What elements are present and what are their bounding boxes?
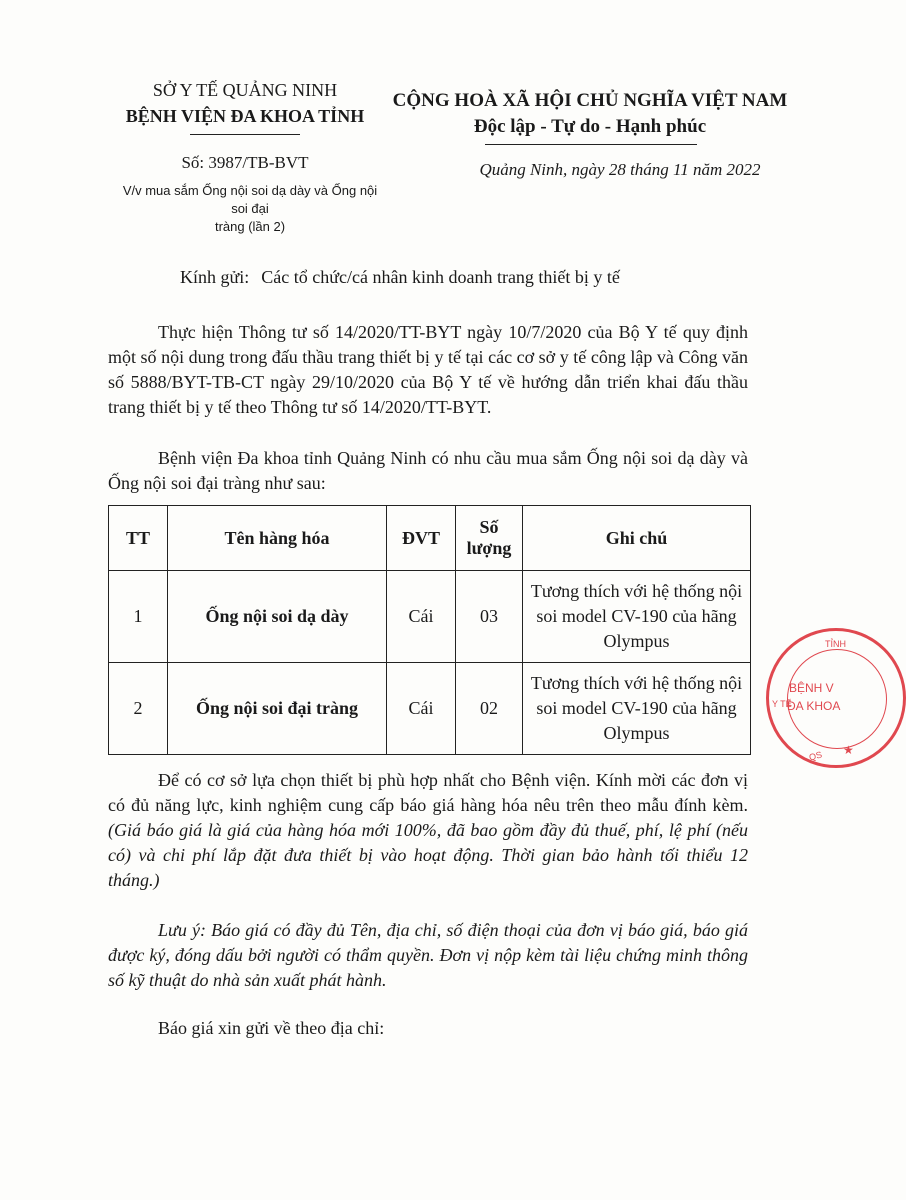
note-line: soi model CV-190 của hãng [536, 606, 737, 626]
note-line: Tương thích với hệ thống nội [530, 581, 743, 601]
note-line: soi model CV-190 của hãng [536, 698, 737, 718]
header-unit: ĐVT [387, 506, 456, 571]
table-row [109, 571, 751, 663]
paragraph-procurement-need [108, 446, 748, 496]
national-motto: Độc lập - Tự do - Hạnh phúc [473, 116, 707, 137]
paragraph-invitation-terms: (Giá báo giá là giá của hàng hóa mới 100%, đã bao gồm đầy đủ thuế, phí, lệ phí (nếu có) và chi phí lắp đặt đưa thiết bị vào hoạt động. Thời gian bảo hành tối thiểu 12 tháng.) [108, 820, 748, 890]
seal-text-left: Y TẾ [772, 699, 792, 709]
cell-qty: 03 [456, 571, 523, 663]
issuing-hospital: BỆNH VIỆN ĐA KHOA TỈNH [125, 106, 365, 126]
cell-note [523, 571, 751, 663]
seal-text-bottom: QS [807, 749, 824, 763]
subject-line-1: V/v mua sắm Ống nội soi dạ dày và Ống nội soi đại [122, 183, 378, 216]
table-row [109, 663, 751, 755]
note-line: Tương thích với hệ thống nội [530, 673, 743, 693]
greeting-recipient: Các tổ chức/cá nhân kinh doanh trang thiết bị y tế [261, 267, 620, 287]
subject-line-2: tràng (lần 2) [214, 219, 286, 234]
cell-qty: 02 [456, 663, 523, 755]
paragraph-address [108, 1016, 748, 1041]
items-table [108, 505, 751, 755]
header-name: Tên hàng hóa [168, 506, 387, 571]
national-title: CỘNG HOÀ XÃ HỘI CHỦ NGHĨA VIỆT NAM [392, 90, 788, 111]
hospital-seal-stamp [766, 628, 906, 768]
paragraph-legal-basis-text: Thực hiện Thông tư số 14/2020/TT-BYT ngày 10/7/2020 của Bộ Y tế quy định một số nội dung trong đấu thầu trang thiết bị y tế tại các cơ sở y tế công lập và Công văn số 5888/BYT-TB-CT ngày 29/10/2020 của Bộ Y tế về hướng dẫn triển khai đấu thầu trang thiết bị y tế theo Thông tư số 14/2020/TT-BYT. [108, 322, 748, 417]
seal-text-line1: BỆNH V [789, 681, 834, 695]
issuing-department: SỞ Y TẾ QUẢNG NINH [152, 80, 338, 100]
table-header-row [109, 506, 751, 571]
header-qty-line2: lượng [466, 538, 512, 558]
paragraph-legal-basis [108, 320, 748, 420]
cell-unit: Cái [387, 571, 456, 663]
seal-text-top: TỈNH [825, 639, 846, 649]
paragraph-procurement-need-text: Bệnh viện Đa khoa tỉnh Quảng Ninh có nhu cầu mua sắm Ống nội soi dạ dày và Ống nội soi đại tràng như sau: [108, 448, 748, 493]
document-subject [120, 182, 380, 236]
header-tt: TT [109, 506, 168, 571]
place-and-date: Quảng Ninh, ngày 28 tháng 11 năm 2022 [479, 160, 761, 179]
cell-name: Ống nội soi dạ dày [168, 571, 387, 663]
cell-note [523, 663, 751, 755]
document-number: Số: 3987/TB-BVT [181, 153, 309, 172]
cell-name: Ống nội soi đại tràng [168, 663, 387, 755]
greeting-label: Kính gửi: [180, 267, 250, 287]
org-underline [190, 134, 300, 135]
paragraph-note-text: Lưu ý: Báo giá có đầy đủ Tên, địa chỉ, số điện thoại của đơn vị báo giá, báo giá được ký, đóng dấu bởi người có thẩm quyền. Đơn vị nộp kèm tài liệu chứng minh thông số kỹ thuật do nhà sản xuất phát hành. [108, 920, 748, 990]
paragraph-note [108, 918, 748, 993]
paragraph-address-text: Báo giá xin gửi về theo địa chỉ: [158, 1018, 385, 1038]
header-note: Ghi chú [523, 506, 751, 571]
seal-star-icon: ★ [843, 743, 854, 757]
header-qty-line1: Số [479, 517, 499, 537]
header-qty [456, 506, 523, 571]
note-line: Olympus [603, 723, 670, 743]
cell-unit: Cái [387, 663, 456, 755]
note-line: Olympus [603, 631, 670, 651]
cell-tt: 1 [109, 571, 168, 663]
greeting [180, 267, 620, 288]
seal-text-line2: ĐA KHOA [787, 699, 841, 713]
cell-tt: 2 [109, 663, 168, 755]
paragraph-invitation [108, 768, 748, 893]
paragraph-invitation-text: Để có cơ sở lựa chọn thiết bị phù hợp nhất cho Bệnh viện. Kính mời các đơn vị có đủ năng lực, kinh nghiệm cung cấp báo giá hàng hóa nêu trên theo mẫu đính kèm. [108, 770, 748, 815]
motto-underline [485, 144, 697, 145]
